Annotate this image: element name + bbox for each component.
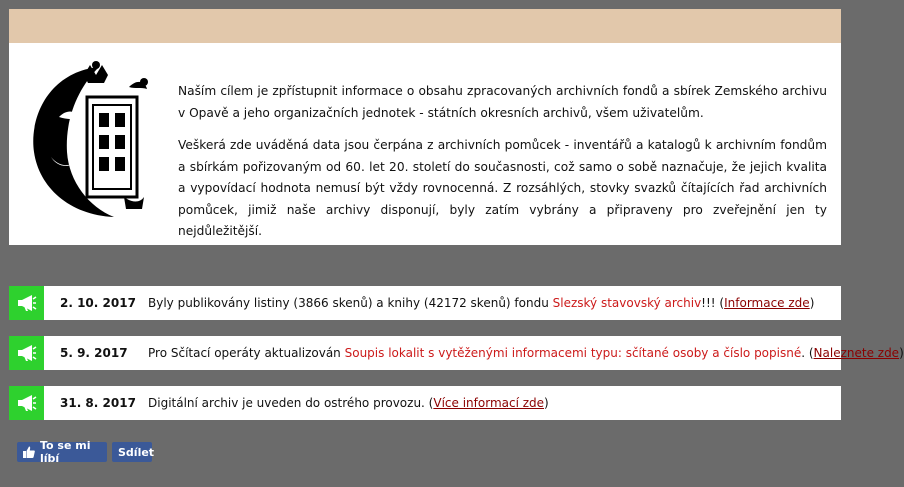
news-date: 2. 10. 2017 bbox=[60, 296, 136, 310]
panel-header-band bbox=[9, 9, 841, 43]
intro-paragraph-1: Naším cílem je zpřístupnit informace o obsahu zpracovaných archivních fondů a sbírek Zemského archivu v Opavě a jeho organizačních jednotek - státních okresních archivů, všem uživatelům. bbox=[178, 84, 827, 120]
news-text-start: Digitální archiv je uveden do ostrého provozu. ( bbox=[148, 396, 434, 410]
like-label: To se mi líbí bbox=[40, 439, 91, 465]
thumbs-up-icon bbox=[23, 446, 35, 458]
news-text-start: Pro Sčítací operáty aktualizován bbox=[148, 346, 345, 360]
news-item bbox=[9, 386, 841, 420]
news-info-link[interactable]: Více informací zde bbox=[433, 396, 545, 410]
archive-crest-logo bbox=[29, 57, 151, 221]
megaphone-icon bbox=[9, 286, 44, 320]
news-text bbox=[148, 346, 904, 360]
news-text-end: ) bbox=[899, 346, 904, 360]
news-item bbox=[9, 336, 904, 370]
news-info-link[interactable]: Naleznete zde bbox=[813, 346, 900, 360]
share-label: Sdílet bbox=[118, 445, 155, 459]
megaphone-icon bbox=[9, 336, 44, 370]
news-info-link[interactable]: Informace zde bbox=[724, 296, 810, 310]
intro-text bbox=[178, 81, 827, 254]
intro-panel bbox=[9, 9, 841, 245]
intro-paragraph-2: Veškerá zde uváděná data jsou čerpána z archivních pomůcek - inventářů a katalogů k archivním fondům a sbírkám pořizovaným od 60. let 20. století do současnosti, což samo o sobě naznačuje, že jejich kvalita a vypovídací hodnota nemusí být vždy rovnocenná. Z rozsáhlých, stovky svazků čítajících řad archivních pomůcek, jimiž naše archivy disponují, byly zatím vybrány a připraveny pro zveřejnění jen ty nejdůležitější. bbox=[178, 138, 827, 238]
news-text bbox=[148, 396, 549, 410]
news-date: 5. 9. 2017 bbox=[60, 346, 128, 360]
news-item bbox=[9, 286, 841, 320]
news-text-mid: !!! ( bbox=[701, 296, 725, 310]
news-text bbox=[148, 296, 814, 310]
news-text-end: ) bbox=[809, 296, 815, 310]
news-highlight: Soupis lokalit s vytěženými informacemi typu: sčítané osoby a číslo popisné bbox=[344, 346, 802, 360]
news-date: 31. 8. 2017 bbox=[60, 396, 136, 410]
news-text-end: ) bbox=[544, 396, 549, 410]
megaphone-icon bbox=[9, 386, 44, 420]
facebook-like-button[interactable] bbox=[17, 439, 107, 465]
facebook-share-button[interactable] bbox=[112, 442, 155, 462]
news-text-mid: . ( bbox=[801, 346, 814, 360]
news-text-start: Byly publikovány listiny (3866 skenů) a knihy (42172 skenů) fondu bbox=[148, 296, 553, 310]
news-highlight: Slezský stavovský archiv bbox=[552, 296, 702, 310]
